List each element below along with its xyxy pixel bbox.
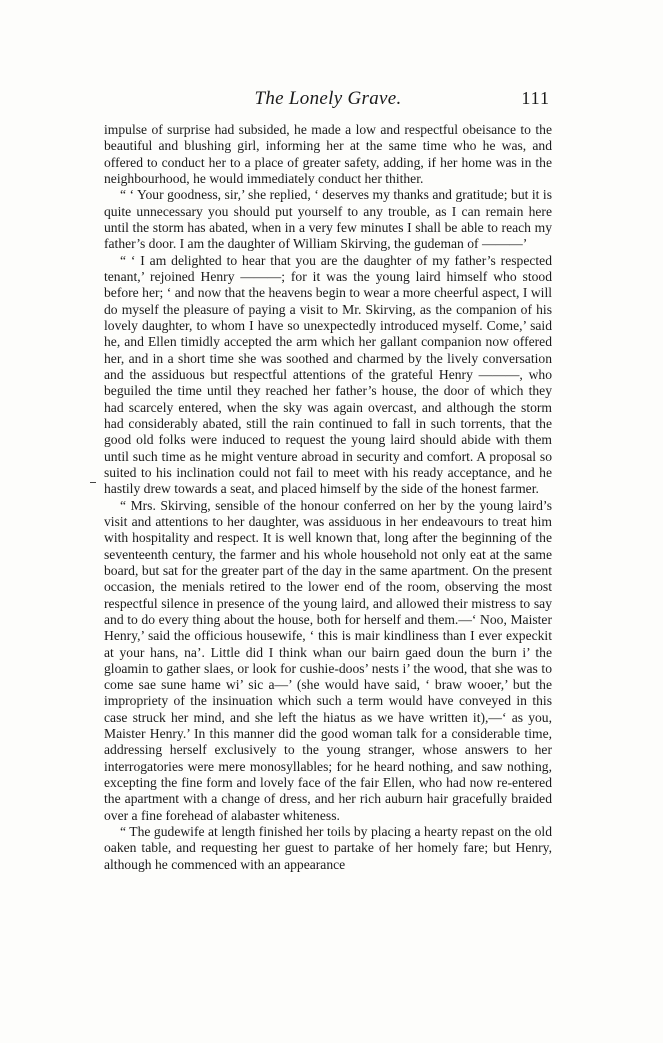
paragraph: “ ‘ Your goodness, sir,’ she replied, ‘ deserves my thanks and gratitude; but it is quite unnecessary you should put yourself to any trouble, as I can remain here until the storm has abated, when in a very few minutes I shall be able to reach my father’s door. I am the daughter of William Skirving, the gudeman of ———’ xyxy=(104,187,552,252)
running-title: The Lonely Grave. xyxy=(254,88,402,109)
paragraph: “ ‘ I am delighted to hear that you are the daughter of my father’s respected tenant,’ rejoined Henry ———; for it was the young laird himself who stood before her; ‘ and now that the heavens begin to wear a more cheerful aspect, I will do myself the pleasure of paying a visit to Mr. Skirving, as the companion of his lovely daughter, to whom I have so unexpectedly introduced myself. Come,’ said he, and Ellen timidly accepted the arm which her gallant companion now offered her, and in a short time she was soothed and charmed by the lively conversation and the assiduous but respectful attentions of the grateful Henry ———, who beguiled the time until they reached her father’s house, the door of which they had scarcely entered, when the sky was again overcast, and although the storm had considerably abated, still the rain continued to fall in such torrents, that the good old folks were induced to request the young laird should abide with them until such time as he might venture abroad in security and comfort. A proposal so suited to his inclination could not fail to meet with his ready acceptance, and he hastily drew towards a seat, and placed himself by the side of the honest farmer. xyxy=(104,252,552,497)
margin-mark xyxy=(90,482,96,483)
paragraph: “ Mrs. Skirving, sensible of the honour conferred on her by the young laird’s visit and attentions to her daughter, was assiduous in her endeavours to treat him with hospitality and respect. It is well known that, long after the beginning of the seventeenth century, the farmer and his whole household not only eat at the same board, but sat for the greater part of the day in the same apartment. On the present occasion, the menials retired to the lower end of the room, observing the most respectful silence in presence of the young laird, and allowed their mistress to say and to do every thing about the house, both for herself and them.—‘ Noo, Maister Henry,’ said the officious housewife, ‘ this is mair kindliness than I ever expeckit at your hans, na’. Little did I think whan our bairn gaed doun the burn i’ the gloamin to gather slaes, or look for cushie-doos’ nests i’ the wood, that she was to come sae sune hame wi’ sic a—’ (she would have said, ‘ braw wooer,’ but the impropriety of the insinuation which such a term would have conveyed in this case struck her mind, and she left the hiatus as we have written it),—‘ as you, Maister Henry.’ In this manner did the good woman talk for a considerable time, addressing herself exclusively to the young stranger, whose answers to her interrogatories were mere monosyllables; for he heard nothing, and saw nothing, excepting the fine form and lovely face of the fair Ellen, who had now re-entered the apartment with a change of dress, and her rich auburn hair gracefully braided over a fine forehead of alabaster whiteness. xyxy=(104,497,552,823)
paragraph-continuation: impulse of surprise had subsided, he made a low and respectful obeisance to the beautiful and blushing girl, informing her at the same time who he was, and offered to conduct her to a place of greater safety, adding, if her home was in the neighbourhood, he would immediately conduct her thither. xyxy=(104,122,552,186)
paragraph: “ The gudewife at length finished her toils by placing a hearty repast on the old oaken table, and requesting her guest to partake of her homely fare; but Henry, although he commenced with an appearance xyxy=(104,824,552,872)
page-number: 111 xyxy=(521,88,550,108)
body-text xyxy=(104,122,552,873)
running-head xyxy=(106,88,550,112)
